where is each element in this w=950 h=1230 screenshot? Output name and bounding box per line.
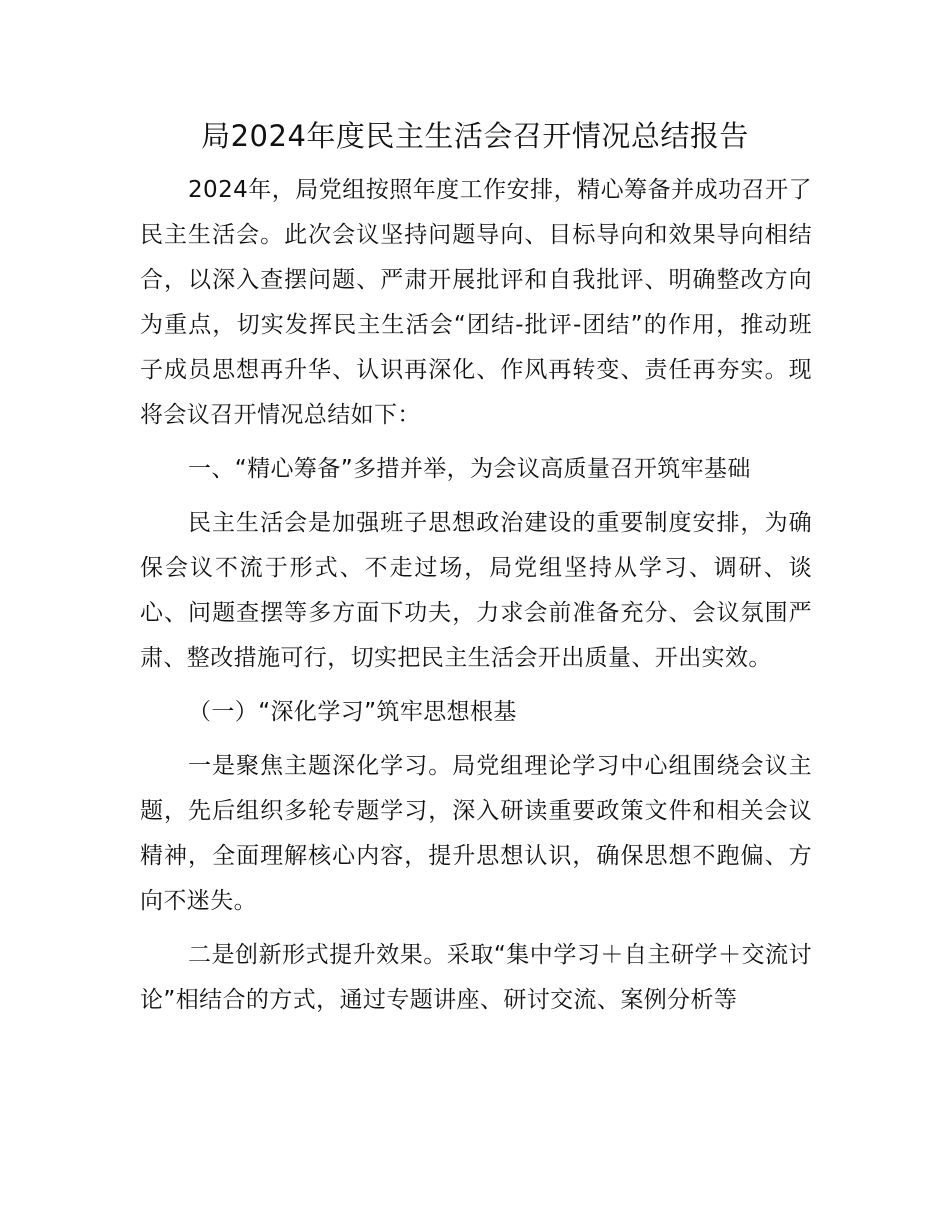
document-body [140,168,812,1032]
subsection-1-paragraph-1: 一是聚焦主题深化学习。局党组理论学习中心组围绕会议主题，先后组织多轮专题学习，深入研读重要政策文件和相关会议精神，全面理解核心内容，提升思想认识，确保思想不跑偏、方向不迷失。 [140,753,812,914]
document-title: 局2024年度民主生活会召开情况总结报告 [201,119,749,153]
subsection-1-paragraph-2: 二是创新形式提升效果。采取“集中学习＋自主研学＋交流讨论”相结合的方式，通过专题讲座、研讨交流、案例分析等 [140,942,812,1013]
section-heading-1: 一、“精心筹备”多措并举，为会议高质量召开筑牢基础 [188,456,751,482]
subsection-heading-1: （一）“深化学习”筑牢思想根基 [188,699,517,725]
intro-paragraph: 2024年，局党组按照年度工作安排，精心筹备并成功召开了民主生活会。此次会议坚持问题导向、目标导向和效果导向相结合，以深入查摆问题、严肃开展批评和自我批评、明确整改方向为重点，切实发挥民主生活会“团结-批评-团结”的作用，推动班子成员思想再升华、认识再深化、作风再转变、责任再夯实。现将会议召开情况总结如下： [140,177,812,428]
section-1-paragraph: 民主生活会是加强班子思想政治建设的重要制度安排，为确保会议不流于形式、不走过场，局党组坚持从学习、调研、谈心、问题查摆等多方面下功夫，力求会前准备充分、会议氛围严肃、整改措施可行，切实把民主生活会开出质量、开出实效。 [140,510,812,671]
